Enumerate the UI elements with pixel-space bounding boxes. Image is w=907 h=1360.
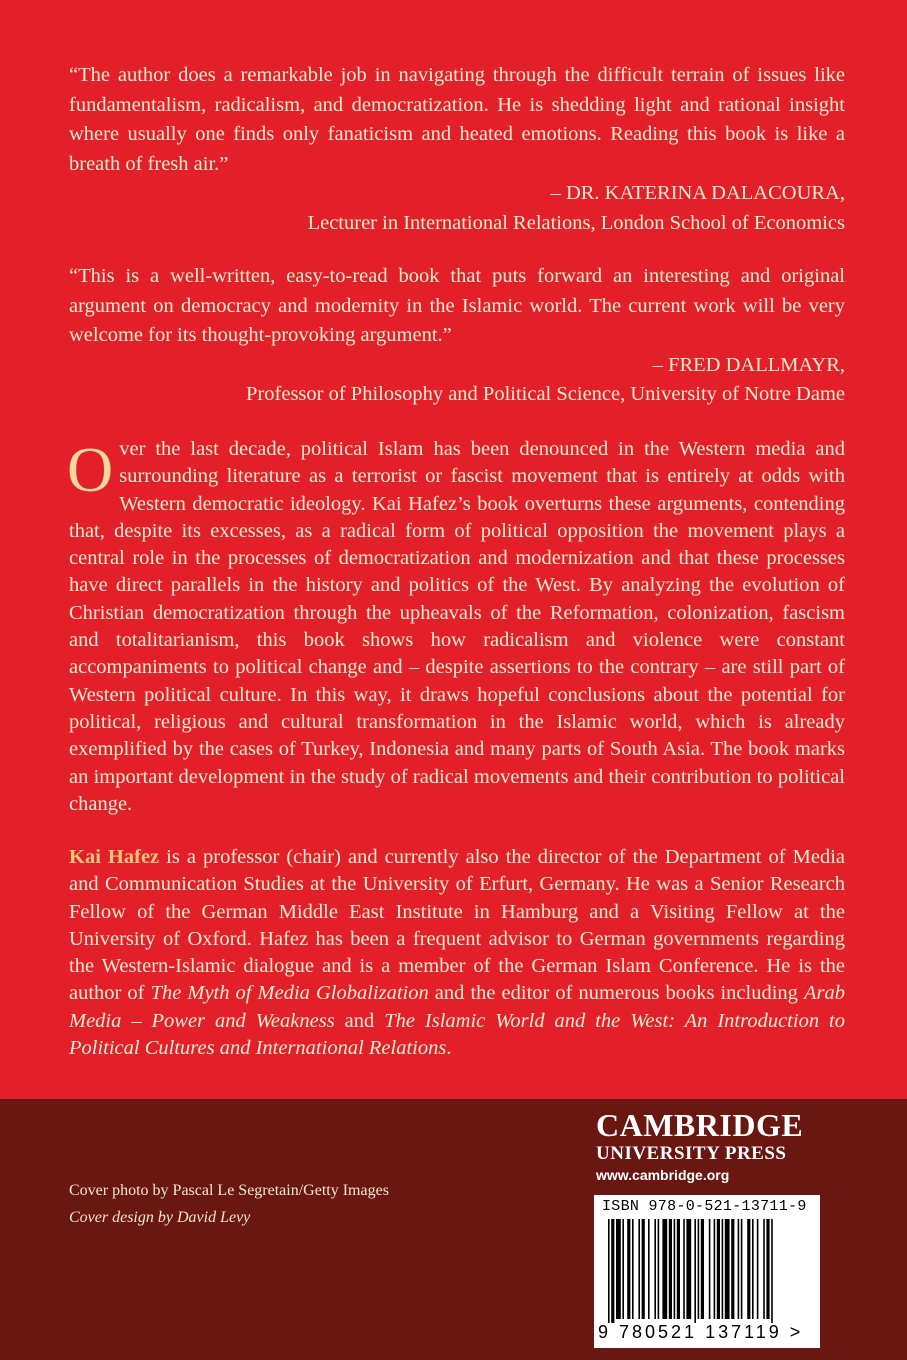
quote-affiliation: Lecturer in International Relations, London School of Economics [307,211,845,234]
quote-author: – FRED DALLMAYR, [652,353,845,376]
publisher-subtitle: UNIVERSITY PRESS [596,1143,787,1164]
photo-credit: Cover photo by Pascal Le Segretain/Getty Images [69,1182,389,1199]
book-title-2: Arab Media – Power and Weakness [69,982,845,1032]
quote-text: “The author does a remarkable job in navigating through the difficult terrain of issues like fundamentalism, radicalism, and democratization. He is shedding light and rational insight where usually one finds only fanaticism and heated emotions. Reading this book is like a breath of fresh air.” [69,64,845,175]
publisher-logo [596,1107,803,1185]
barcode-bar [741,1219,743,1319]
description-text: ver the last decade, political Islam has been denounced in the Western media and surrounding literature as a terrorist or fascist movement that is entirely at odds with Western democratic ideology. Kai Hafez’s book overturns these arguments, contending that, despite its excesses, as a radical form of political opposition the movement plays a central role in the processes of democratization and modernization and that these processes have direct parallels in the history and politics of the West. By analyzing the evolution of Christian democratization through the upheavals of the Reformation, colonization, fascism and totalitarianism, this book shows how radicalism and violence were constant accompaniments to political change and – despite assertions to the contrary – are still part of Western political culture. In this way, it draws hopeful conclusions about the potential for political, religious and cultural transformation in the Islamic world, which is already exemplified by the cases of Turkey, Indonesia and many parts of South Asia. The book marks an important development in the study of radical movements and their contribution to political change. [69,438,845,815]
quote-text: “This is a well-written, easy-to-read book that puts forward an interesting and original argument on democracy and modernity in the Islamic world. The current work will be very welcome for its thought-provoking argument.” [69,265,845,346]
barcode-bar [669,1219,672,1319]
bio-text-2: and the editor of numerous books including [428,982,804,1005]
barcode-bar [725,1219,730,1319]
isbn-label: ISBN 978-0-521-13711-9 [602,1198,807,1215]
quote-author: – DR. KATERINA DALACOURA, [550,182,845,204]
barcode-bar [698,1219,700,1319]
barcode-bar [608,1219,610,1323]
barcode-bar [752,1219,754,1319]
barcode-bar [616,1219,621,1319]
book-title-1: The Myth of Media Globalization [150,982,429,1005]
barcode-bar [686,1219,691,1319]
quote-block-2 [69,262,845,410]
barcode-bar [677,1219,680,1319]
footer-band [0,1099,907,1360]
barcode-bar [648,1219,650,1319]
barcode-bar [714,1219,716,1319]
author-bio [69,844,845,1062]
barcode-bar [766,1219,769,1319]
drop-cap: O [67,434,114,505]
barcode-bar [717,1219,720,1319]
bio-text-3: and [334,1009,385,1032]
barcode-bar [622,1219,624,1319]
barcode-bar [731,1219,734,1319]
quote-affiliation: Professor of Philosophy and Political Science, University of Notre Dame [246,383,845,405]
barcode-bar [694,1219,696,1323]
bio-text-1: is a professor (chair) and currently also the director of the Department of Media and Communication Studies at the University of Erfurt, Germany. He was a Senior Research Fellow of the German Middle East Institute in Hamburg and a Visiting Fellow at the University of Oxford. Hafez has been a frequent advisor to German governments regarding the Western-Islamic dialogue and is a member of the German Islam Conference. He is the author of [69,846,845,1005]
barcode-bar [709,1219,711,1319]
publisher-name: CAMBRIDGE [596,1107,804,1143]
barcode-bar [701,1219,704,1319]
publisher-url: www.cambridge.org [596,1167,730,1183]
barcode-bar [771,1219,773,1323]
barcode-bar [747,1219,750,1319]
barcode-bar [632,1219,634,1319]
barcode-panel [594,1195,820,1348]
barcode-bar [638,1219,640,1319]
design-credit: Cover design by David Levy [69,1209,251,1226]
bio-text-4: . [446,1037,452,1060]
barcode-digits: 9 780521 137119 > [598,1322,804,1342]
barcode-bar [654,1219,656,1319]
barcode-bar [627,1219,630,1319]
barcode-bar [611,1219,614,1323]
barcode-bar [658,1219,660,1319]
book-title-3: The Islamic World and the West: An Introduction to Political Cultures and International Relations [69,1009,845,1060]
barcode-bar [662,1219,667,1319]
barcode-icon [594,1219,820,1323]
barcode-bar [738,1219,740,1319]
barcode-bar [722,1219,724,1319]
quote-block-1 [69,61,845,238]
barcode-bar [757,1219,759,1319]
barcode-bar [674,1219,676,1319]
book-description [69,436,845,818]
barcode-bar [642,1219,645,1319]
barcode-bar [683,1219,685,1319]
barcode-bar [763,1219,765,1319]
author-name: Kai Hafez [69,846,160,868]
